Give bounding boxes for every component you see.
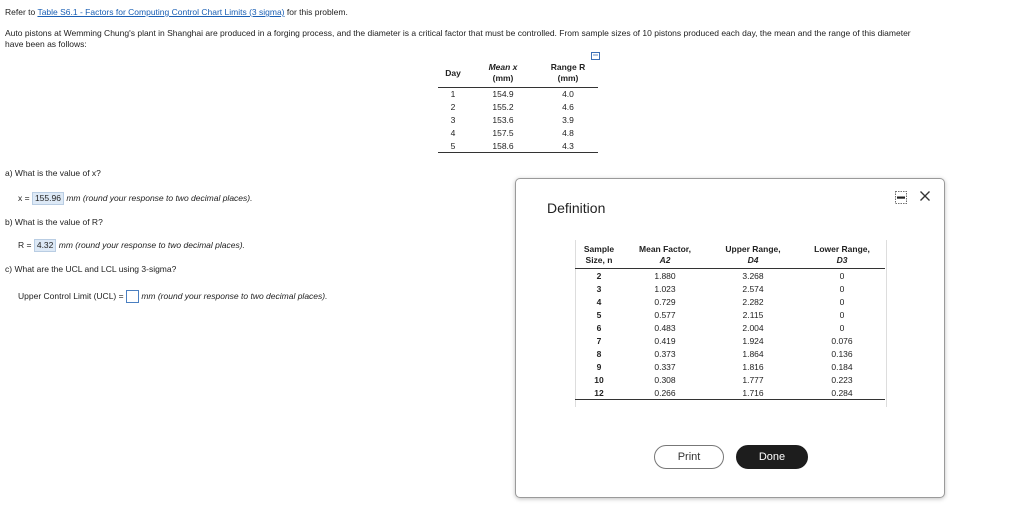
intro-line: Refer to Table S6.1 - Factors for Computing Control Chart Limits (3 sigma) for this problem.: [5, 7, 348, 17]
table-row: 1 154.9 4.0: [450, 89, 574, 100]
col-day: Day: [445, 67, 461, 78]
answer-a-field[interactable]: 155.96: [32, 192, 64, 205]
answer-b-field[interactable]: 4.32: [34, 239, 57, 252]
ucl-input[interactable]: [126, 290, 139, 303]
dialog-title: Definition: [547, 200, 606, 216]
question-a: a) What is the value of x?: [5, 168, 101, 178]
table-row: 2 1.880 3.268 0: [596, 270, 845, 281]
table-row: 3 1.023 2.574 0: [596, 283, 845, 294]
definition-dialog: [515, 178, 945, 498]
answer-b-row: R = 4.32 mm (round your response to two decimal places).: [18, 240, 245, 250]
table-row: 6 0.483 2.004 0: [596, 322, 845, 333]
table-row: 12 0.266 1.716 0.284: [575, 386, 885, 400]
ucl-row: Upper Control Limit (UCL) = mm (round your response to two decimal places).: [18, 290, 327, 303]
col-mean-factor: Mean Factor, A2: [639, 244, 691, 265]
print-button[interactable]: Print: [654, 445, 724, 469]
table-row: 5 158.6 4.3: [438, 139, 598, 152]
table-row: 9 0.337 1.816 0.184: [596, 361, 853, 372]
col-range: Range R (mm): [550, 62, 586, 83]
question-b: b) What is the value of R?: [5, 217, 103, 227]
table-row: 2 155.2 4.6: [450, 102, 574, 113]
table-row: 7 0.419 1.924 0.076: [596, 335, 853, 346]
table-row: 4 157.5 4.8: [450, 127, 574, 138]
copy-table-icon[interactable]: [591, 52, 600, 60]
close-icon[interactable]: [919, 190, 931, 202]
col-sample-size: Sample Size, n: [583, 244, 615, 265]
col-upper-range: Upper Range, D4: [725, 244, 781, 265]
table-row: 5 0.577 2.115 0: [596, 309, 845, 320]
table-row: 3 153.6 3.9: [450, 114, 574, 125]
table-s61-link[interactable]: Table S6.1 - Factors for Computing Control Chart Limits (3 sigma): [37, 7, 285, 17]
table-row: 4 0.729 2.282 0: [596, 296, 845, 307]
answer-a-row: x = 155.96 mm (round your response to two decimal places).: [18, 193, 253, 203]
diameter-data-table: [438, 62, 598, 153]
table-row: 10 0.308 1.777 0.223: [594, 374, 853, 385]
factor-table: [575, 244, 885, 400]
col-mean: Mean x (mm): [488, 62, 518, 83]
done-button[interactable]: Done: [736, 445, 808, 469]
question-c: c) What are the UCL and LCL using 3-sigma?: [5, 264, 177, 274]
table-row: 8 0.373 1.864 0.136: [596, 348, 853, 359]
minimize-icon[interactable]: [895, 191, 907, 204]
problem-statement: Auto pistons at Wemming Chung's plant in Shanghai are produced in a forging process, and the diameter is a critical factor that must be controlled. From sample sizes of 10 pistons produced each day, the mean and the range of this diameter have been as follows:: [5, 28, 911, 49]
col-lower-range: Lower Range, D3: [814, 244, 870, 265]
